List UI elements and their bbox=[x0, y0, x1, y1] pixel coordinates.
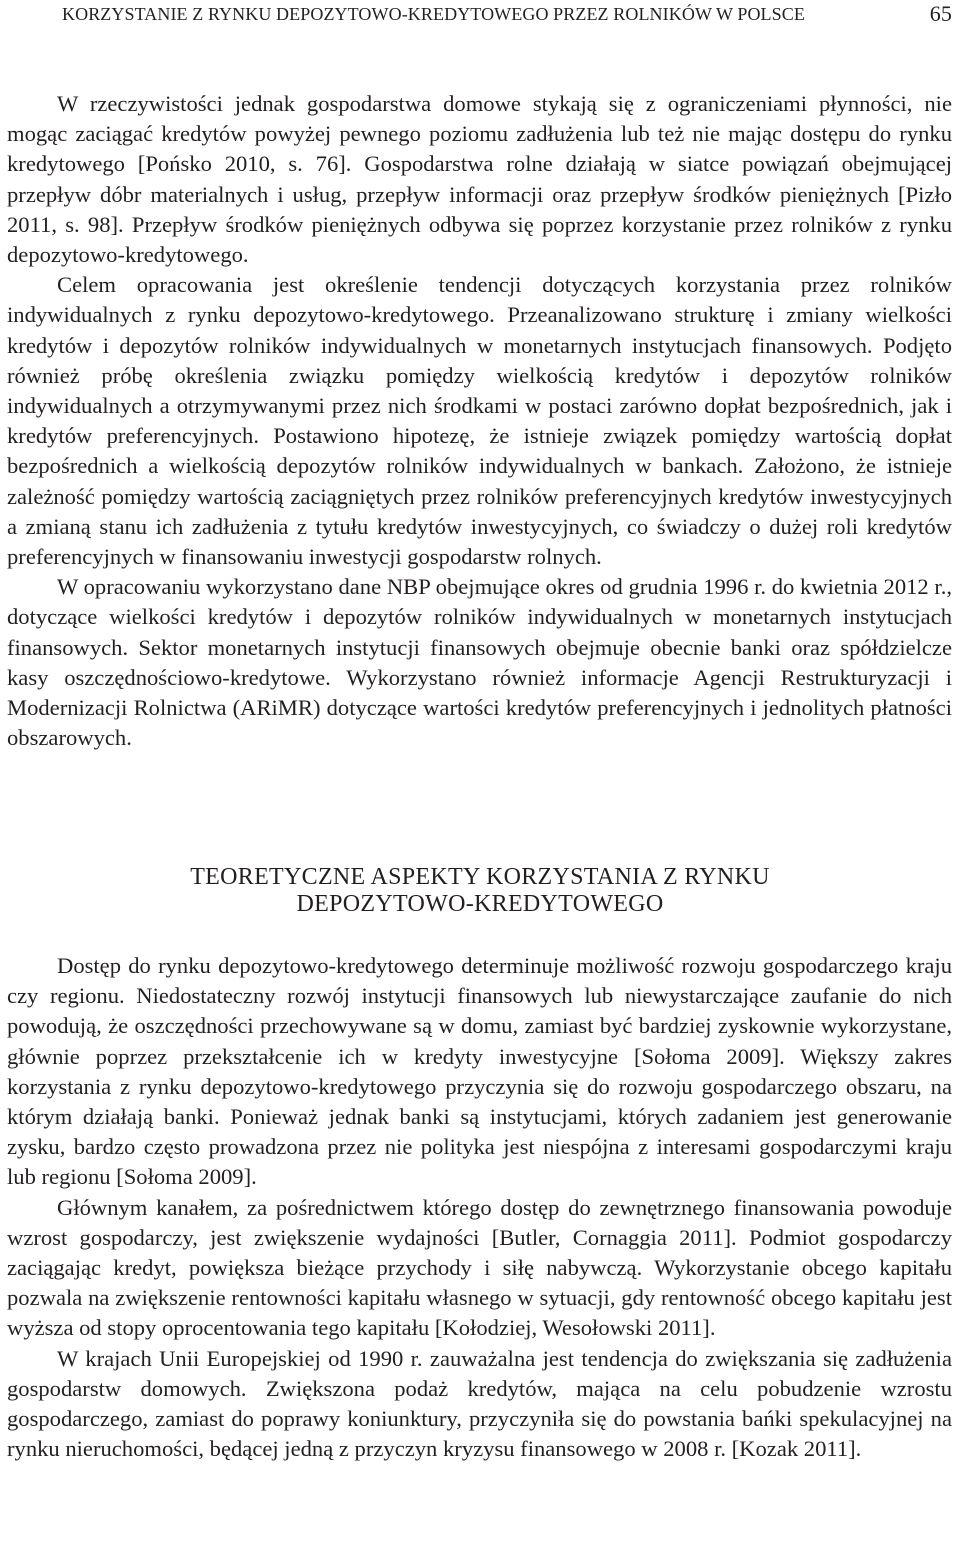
paragraph: W rzeczywistości jednak gospodarstwa domowe stykają się z ograniczeniami płynności, nie mogąc zaciągać kredytów powyżej pewnego poziomu zadłużenia lub też nie mając dostępu do rynku kredytowego [Pońsko 2010, s. 76]. Gospodarstwa rolne działają w siatce powiązań obejmującej przepływ dóbr materialnych i usług, przepływ informacji oraz przepływ środków pieniężnych [Pizło 2011, s. 98]. Przepływ środków pieniężnych odbywa się poprzez korzystanie przez rolników z rynku depozytowo-kredytowego. bbox=[7, 91, 952, 268]
section-heading-line: DEPOZYTOWO-KREDYTOWEGO bbox=[296, 891, 664, 917]
section-text bbox=[7, 951, 952, 1464]
page-number: 65 bbox=[929, 1, 952, 26]
section-heading-line: TEORETYCZNE ASPEKTY KORZYSTANIA Z RYNKU bbox=[190, 864, 770, 890]
paragraph: W opracowaniu wykorzystano dane NBP obejmujące okres od grudnia 1996 r. do kwietnia 2012 r., dotyczące wielkości kredytów i depozytów rolników indywidualnych w monetarnych instytucjach finansowych. Sektor monetarnych instytucji finansowych obejmuje obecnie banki oraz spółdzielcze kasy oszczędnościowo-kredytowe. Wykorzystano również informacje Agencji Restrukturyzacji i Modernizacji Rolnictwa (ARiMR) dotyczące wartości kredytów preferencyjnych i jednolitych płatności obszarowych. bbox=[7, 574, 952, 751]
running-title: KORZYSTANIE Z RYNKU DEPOZYTOWO-KREDYTOWEGO PRZEZ ROLNIKÓW W POLSCE bbox=[62, 4, 805, 24]
section-heading bbox=[0, 864, 960, 918]
paragraph: Głównym kanałem, za pośrednictwem którego dostęp do zewnętrznego finansowania powoduje wzrost gospodarczy, jest zwiększenie wydajności [Butler, Cornaggia 2011]. Podmiot gospodarczy zaciągając kredyt, powiększa bieżące przychody i siłę nabywczą. Wykorzystanie obcego kapitału pozwala na zwiększenie rentowności kapitału własnego w sytuacji, gdy rentowność obcego kapitału jest wyższa od stopy oprocentowania tego kapitału [Kołodziej, Wesołowski 2011]. bbox=[7, 1194, 952, 1341]
paragraph: Celem opracowania jest określenie tendencji dotyczących korzystania przez rolników indywidualnych z rynku depozytowo-kredytowego. Przeanalizowano strukturę i zmiany wielkości kredytów i depozytów rolników indywidualnych w monetarnych instytucjach finansowych. Podjęto również próbę określenia związku pomiędzy wielkością kredytów i depozytów rolników indywidualnych a otrzymywanymi przez nich środkami w postaci zarówno dopłat bezpośrednich, jak i kredytów preferencyjnych. Postawiono hipotezę, że istnieje związek pomiędzy wartością dopłat bezpośrednich a wielkością depozytów rolników indywidualnych w bankach. Założono, że istnieje zależność pomiędzy wartością zaciągniętych przez rolników preferencyjnych kredytów inwestycyjnych a zmianą stanu ich zadłużenia z tytułu kredytów inwestycyjnych, co świadczy o dużej roli kredytów preferencyjnych w finansowaniu inwestycji gospodarstw rolnych. bbox=[7, 272, 952, 570]
paragraph: W krajach Unii Europejskiej od 1990 r. zauważalna jest tendencja do zwiększania się zadłużenia gospodarstw domowych. Zwiększona podaż kredytów, mająca na celu pobudzenie wzrostu gospodarczego, zamiast do poprawy koniunktury, przyczyniła się do powstania bańki spekulacyjnej na rynku nieruchomości, będącej jedną z przyczyn kryzysu finansowego w 2008 r. [Kozak 2011]. bbox=[7, 1345, 952, 1462]
running-header bbox=[62, 0, 952, 28]
paragraph: Dostęp do rynku depozytowo-kredytowego determinuje możliwość rozwoju gospodarczego kraju czy regionu. Niedostateczny rozwój instytucji finansowych lub niewystarczające zaufanie do nich powodują, że oszczędności przechowywane są w domu, zamiast być bardziej zyskownie wykorzystane, głównie poprzez przekształcenie ich w kredyty inwestycyjne [Sołoma 2009]. Większy zakres korzystania z rynku depozytowo-kredytowego przyczynia się do rozwoju gospodarczego obszaru, na którym działają banki. Ponieważ jednak banki są instytucjami, których zadaniem jest generowanie zysku, bardzo często prowadzona przez nie polityka jest niespójna z interesami gospodarczymi kraju lub regionu [Sołoma 2009]. bbox=[7, 953, 952, 1190]
intro-text bbox=[7, 89, 952, 753]
